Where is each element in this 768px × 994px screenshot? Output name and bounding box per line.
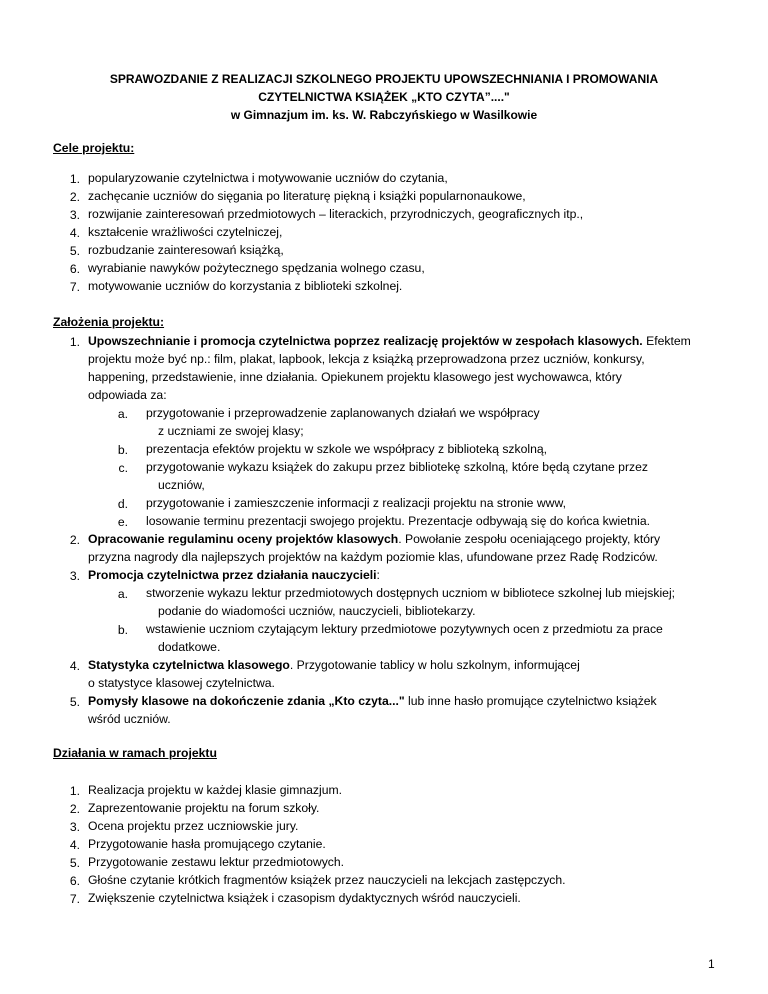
sublist-item-continuation: z uczniami ze swojej klasy; (158, 424, 304, 438)
list-item: rozwijanie zainteresowań przedmiotowych – literackich, przyrodniczych, geograficznych itp., (88, 207, 584, 221)
list-item (88, 566, 380, 584)
list-number: 4. (69, 226, 80, 240)
page-number: 1 (708, 957, 715, 971)
sublist-letter: a. (117, 407, 128, 421)
item-text: : (376, 568, 380, 582)
list-item-continuation: o statystyce klasowej czytelnictwa. (88, 676, 275, 690)
list-number: 1. (69, 335, 80, 349)
item-bold-text: Upowszechnianie i promocja czytelnictwa poprzez realizację projektów w zespołach klasowych. (88, 334, 643, 348)
list-item (88, 692, 657, 710)
sublist-letter: c. (118, 461, 128, 475)
list-item-continuation: wśród uczniów. (88, 712, 171, 726)
item-bold-text: Statystyka czytelnictwa klasowego (88, 658, 290, 672)
list-number: 5. (69, 244, 80, 258)
title-line-1: SPRAWOZDANIE Z REALIZACJI SZKOLNEGO PROJEKTU UPOWSZECHNIANIA I PROMOWANIA (109, 72, 659, 86)
assumptions-heading: Założenia projektu: (53, 315, 165, 329)
list-number: 2. (69, 533, 80, 547)
list-item: Zwiększenie czytelnictwa książek i czasopism dydaktycznych wśród nauczycieli. (88, 891, 521, 905)
item-bold-text: Promocja czytelnictwa przez działania nauczycieli (88, 568, 377, 582)
sublist-item: przygotowanie i zamieszczenie informacji z realizacji projektu na stronie www, (146, 496, 566, 510)
actions-heading: Działania w ramach projektu (53, 746, 217, 760)
list-item (88, 332, 691, 350)
list-item: kształcenie wrażliwości czytelniczej, (88, 225, 283, 239)
list-item: Realizacja projektu w każdej klasie gimnazjum. (88, 783, 343, 797)
list-number: 3. (69, 820, 80, 834)
sublist-item: wstawienie uczniom czytającym lektury przedmiotowe pozytywnych ocen z przedmiotu za prace (146, 622, 663, 636)
item-bold-text: Pomysły klasowe na dokończenie zdania „Kto czyta..." (88, 694, 405, 708)
list-item-continuation: happening, przedstawienie, inne działania. Opiekunem projektu klasowego jest wychowawca, który (88, 370, 622, 384)
item-text: . Przygotowanie tablicy w holu szkolnym, informującej (289, 658, 580, 672)
list-item: popularyzowanie czytelnictwa i motywowanie uczniów do czytania, (88, 171, 448, 185)
list-number: 2. (69, 190, 80, 204)
list-item: Zaprezentowanie projektu na forum szkoły. (88, 801, 320, 815)
list-item: rozbudzanie zainteresowań książką, (88, 243, 284, 257)
item-text: lub inne hasło promujące czytelnictwo książek (404, 694, 657, 708)
list-item: Głośne czytanie krótkich fragmentów książek przez nauczycieli na lekcjach zastępczych. (88, 873, 566, 887)
sublist-item: stworzenie wykazu lektur przedmiotowych dostępnych uczniom w bibliotece szkolnej lub miejskiej; (146, 586, 676, 600)
list-item-continuation: odpowiada za: (88, 388, 167, 402)
sublist-item-continuation: podanie do wiadomości uczniów, nauczycieli, bibliotekarzy. (158, 604, 476, 618)
list-number: 7. (69, 892, 80, 906)
sublist-item: przygotowanie wykazu książek do zakupu przez bibliotekę szkolną, które będą czytane przez (146, 460, 648, 474)
list-item (88, 656, 580, 674)
list-item: wyrabianie nawyków pożytecznego spędzania wolnego czasu, (88, 261, 425, 275)
sublist-letter: e. (117, 515, 128, 529)
list-number: 1. (69, 784, 80, 798)
list-item-continuation: przyzna nagrody dla najlepszych projektów na każdym poziomie klas, ufundowane przez Radę Rodziców. (88, 550, 658, 564)
title-line-2: CZYTELNICTWA KSIĄŻEK „KTO CZYTA”...." (258, 90, 510, 104)
sublist-item: przygotowanie i przeprowadzenie zaplanowanych działań we współpracy (146, 406, 540, 420)
list-number: 5. (69, 856, 80, 870)
list-number: 3. (69, 208, 80, 222)
list-item: Ocena projektu przez uczniowskie jury. (88, 819, 299, 833)
goals-heading: Cele projektu: (53, 141, 135, 155)
list-number: 1. (69, 172, 80, 186)
list-number: 6. (69, 874, 80, 888)
sublist-item: prezentacja efektów projektu w szkole we współpracy z biblioteką szkolną, (146, 442, 548, 456)
item-text: . Powołanie zespołu oceniającego projekty, który (398, 532, 661, 546)
list-item: zachęcanie uczniów do sięgania po literaturę piękną i książki popularnonaukowe, (88, 189, 526, 203)
list-item: motywowanie uczniów do korzystania z biblioteki szkolnej. (88, 279, 403, 293)
list-item-continuation: projektu może być np.: film, plakat, lapbook, lekcja z książką przeprowadzona przez uczniów, konkursy, (88, 352, 645, 366)
list-number: 2. (69, 802, 80, 816)
list-number: 5. (69, 695, 80, 709)
list-item: Przygotowanie hasła promującego czytanie. (88, 837, 326, 851)
sublist-letter: d. (117, 497, 128, 511)
sublist-letter: b. (117, 623, 128, 637)
sublist-item-continuation: uczniów, (158, 478, 205, 492)
title-line-3: w Gimnazjum im. ks. W. Rabczyńskiego w Wasilkowie (230, 108, 538, 122)
sublist-letter: b. (117, 443, 128, 457)
item-text: Efektem (642, 334, 691, 348)
list-number: 7. (69, 280, 80, 294)
sublist-item-continuation: dodatkowe. (158, 640, 221, 654)
list-number: 6. (69, 262, 80, 276)
list-number: 3. (69, 569, 80, 583)
item-bold-text: Opracowanie regulaminu oceny projektów klasowych (88, 532, 399, 546)
sublist-letter: a. (117, 587, 128, 601)
sublist-item: losowanie terminu prezentacji swojego projektu. Prezentacje odbywają się do końca kwietnia. (146, 514, 651, 528)
list-number: 4. (69, 838, 80, 852)
list-item (88, 530, 660, 548)
list-item: Przygotowanie zestawu lektur przedmiotowych. (88, 855, 345, 869)
list-number: 4. (69, 659, 80, 673)
